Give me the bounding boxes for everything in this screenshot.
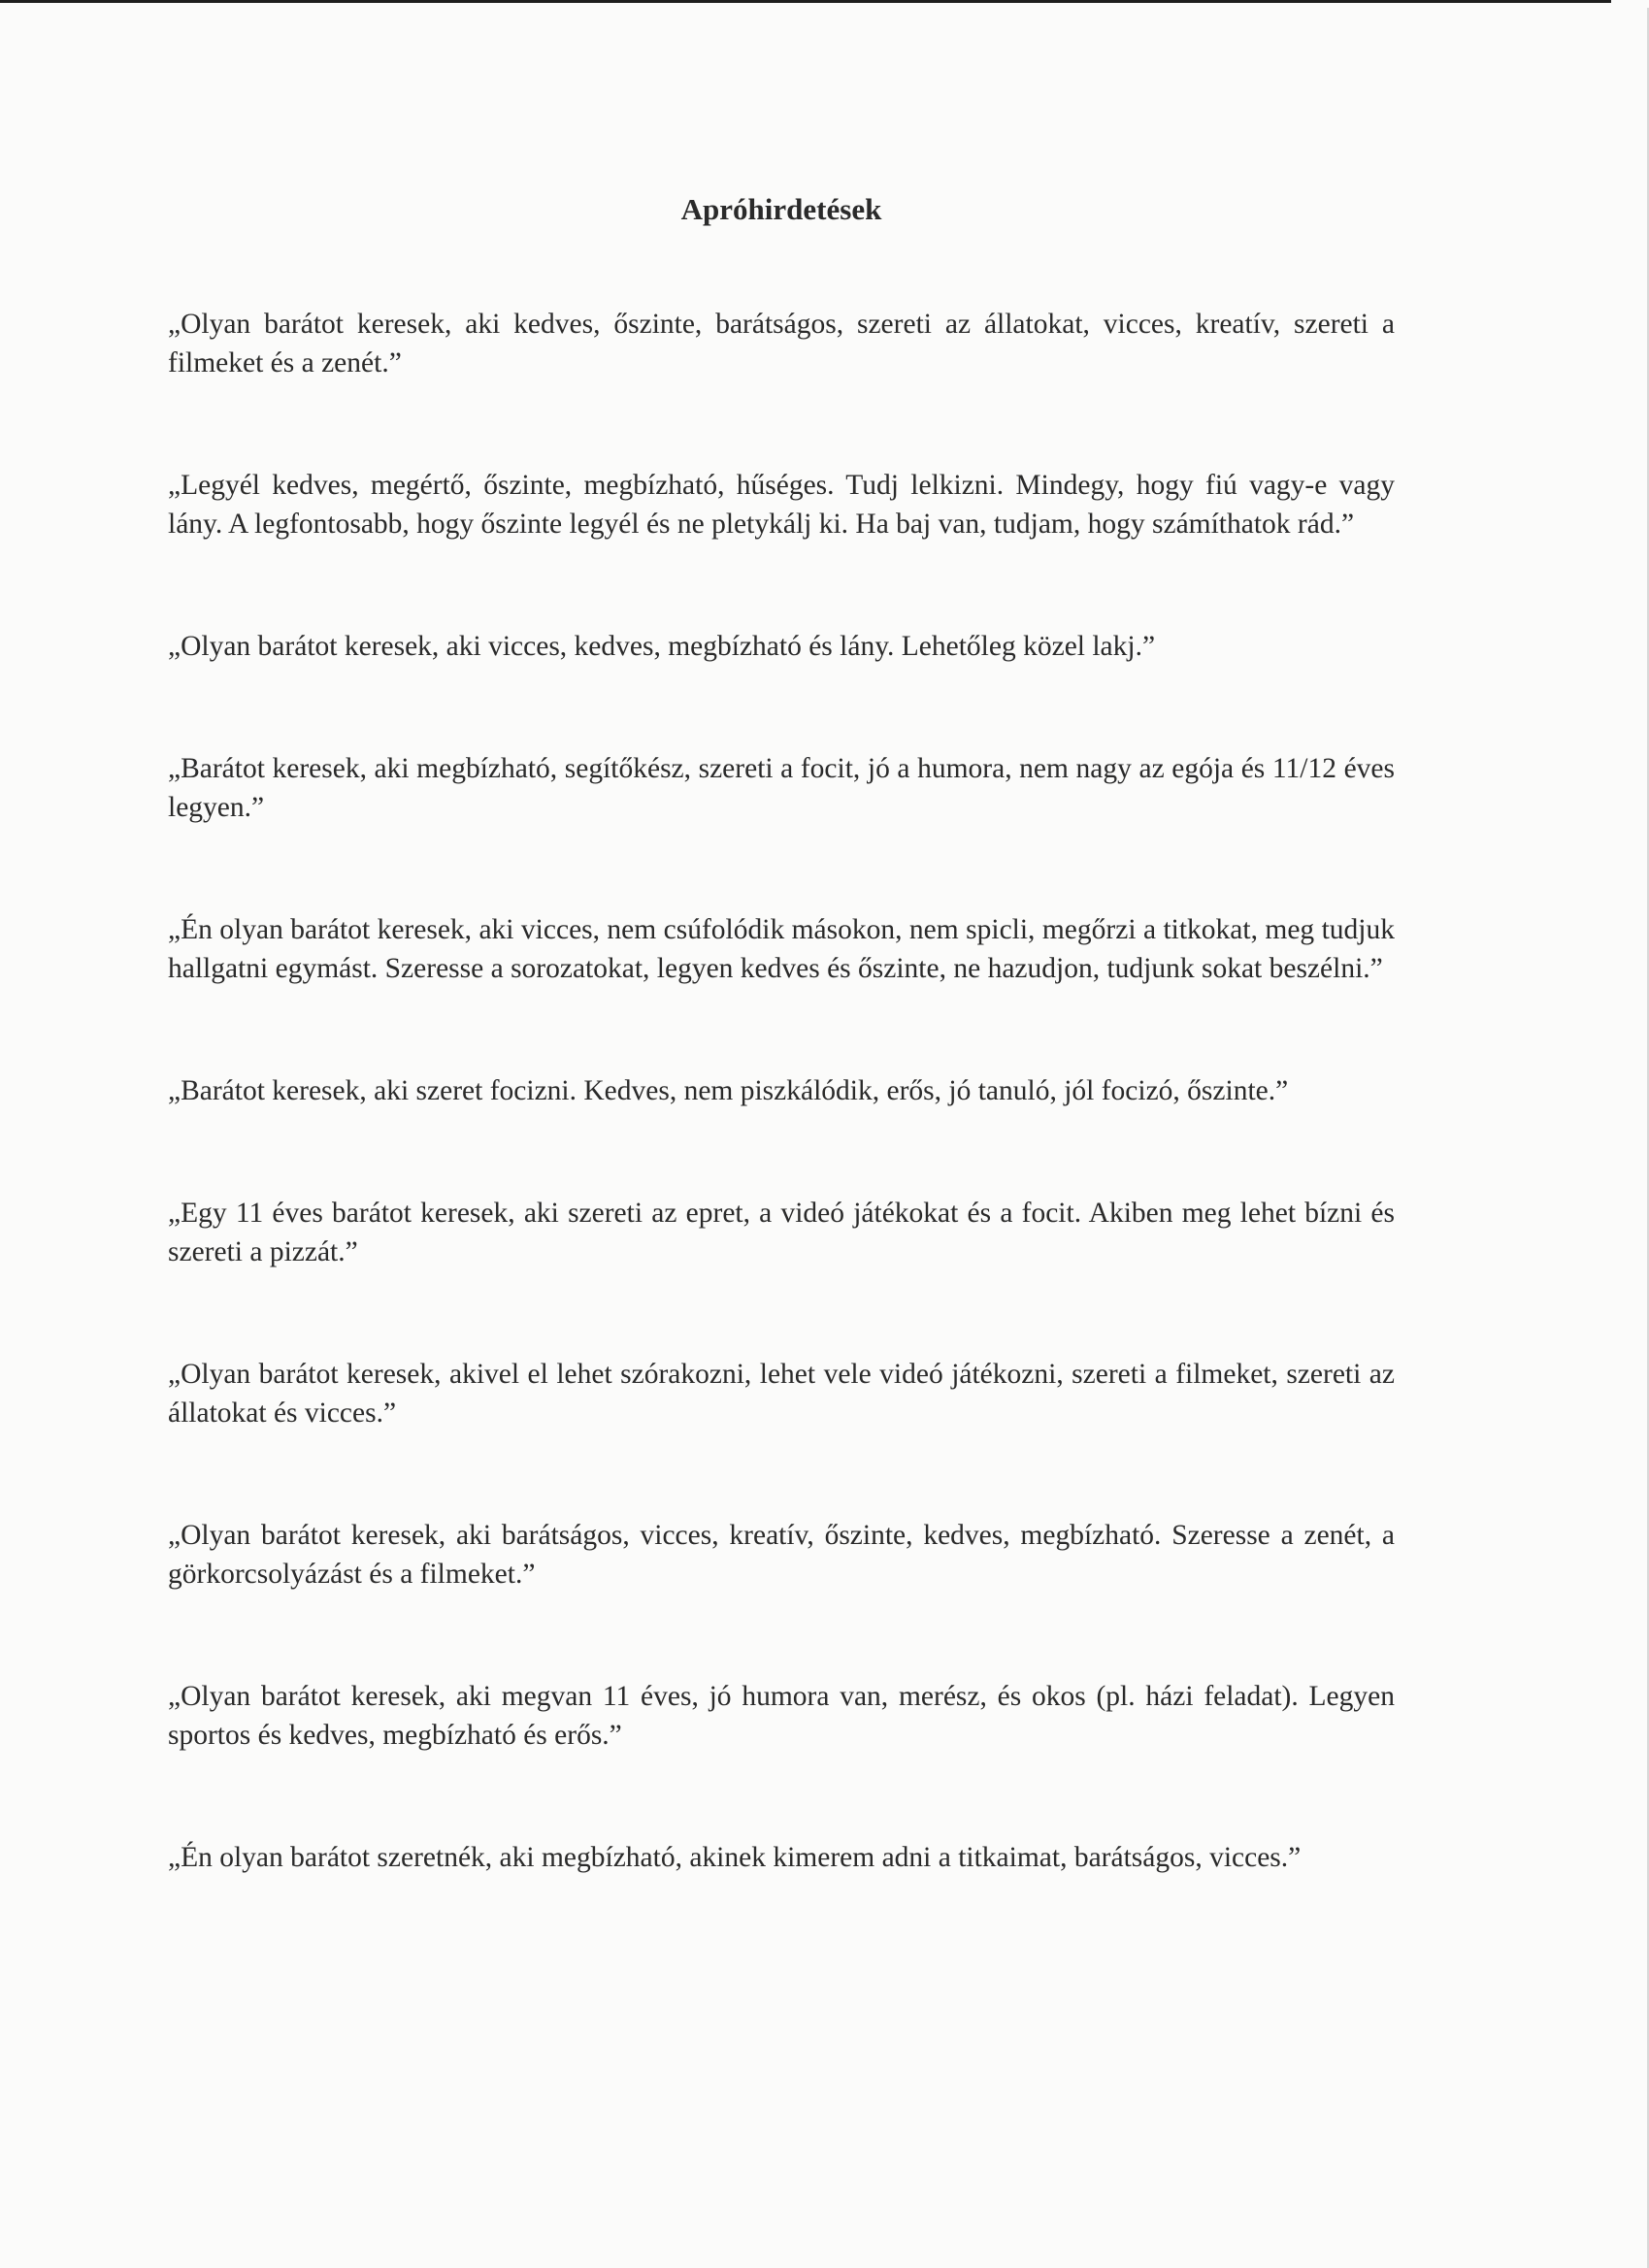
ad-6: „Barátot keresek, aki szeret focizni. Kedves, nem piszkálódik, erős, jó tanuló, jól focizó, őszinte.” [168, 1075, 1289, 1106]
ad-4: „Barátot keresek, aki megbízható, segítőkész, szereti a focit, jó a humora, nem nagy az egója és 11/12 éves legyen.” [168, 753, 1395, 823]
scan-edge-top [0, 0, 1611, 3]
ad-1: „Olyan barátot keresek, aki kedves, őszinte, barátságos, szereti az állatokat, vicces, kreatív, szereti a filmeket és a zenét.” [168, 309, 1395, 378]
ad-10: „Olyan barátot keresek, aki megvan 11 éves, jó humora van, merész, és okos (pl. házi feladat). Legyen sportos és kedves, megbízható és erős.” [168, 1681, 1395, 1751]
ad-11: „Én olyan barátot szeretnék, aki megbízható, akinek kimerem adni a titkaimat, barátságos, vicces.” [168, 1842, 1302, 1873]
ad-2: „Legyél kedves, megértő, őszinte, megbízható, hűséges. Tudj lelkizni. Mindegy, hogy fiú vagy-e vagy lány. A legfontosabb, hogy őszinte legyél és ne pletykálj ki. Ha baj van, tudjam, hogy számíthatok rád.” [168, 470, 1395, 540]
document-page [168, 190, 1395, 1877]
ad-9: „Olyan barátot keresek, aki barátságos, vicces, kreatív, őszinte, kedves, megbízható. Szeresse a zenét, a görkorcsolyázást és a filmeket.” [168, 1520, 1395, 1590]
ad-7: „Egy 11 éves barátot keresek, aki szereti az epret, a videó játékokat és a focit. Akiben meg lehet bízni és szereti a pizzát.” [168, 1198, 1395, 1267]
ad-3: „Olyan barátot keresek, aki vicces, kedves, megbízható és lány. Lehetőleg közel lakj.” [168, 631, 1156, 662]
document-title: Apróhirdetések [680, 192, 882, 226]
ad-5: „Én olyan barátot keresek, aki vicces, nem csúfolódik másokon, nem spicli, megőrzi a titkokat, meg tudjuk hallgatni egymást. Szeresse a sorozatokat, legyen kedves és őszinte, ne hazudjon, tudjunk sokat beszélni.” [168, 914, 1395, 984]
ad-8: „Olyan barátot keresek, akivel el lehet szórakozni, lehet vele videó játékozni, szereti a filmeket, szereti az állatokat és vicces.” [168, 1359, 1395, 1429]
